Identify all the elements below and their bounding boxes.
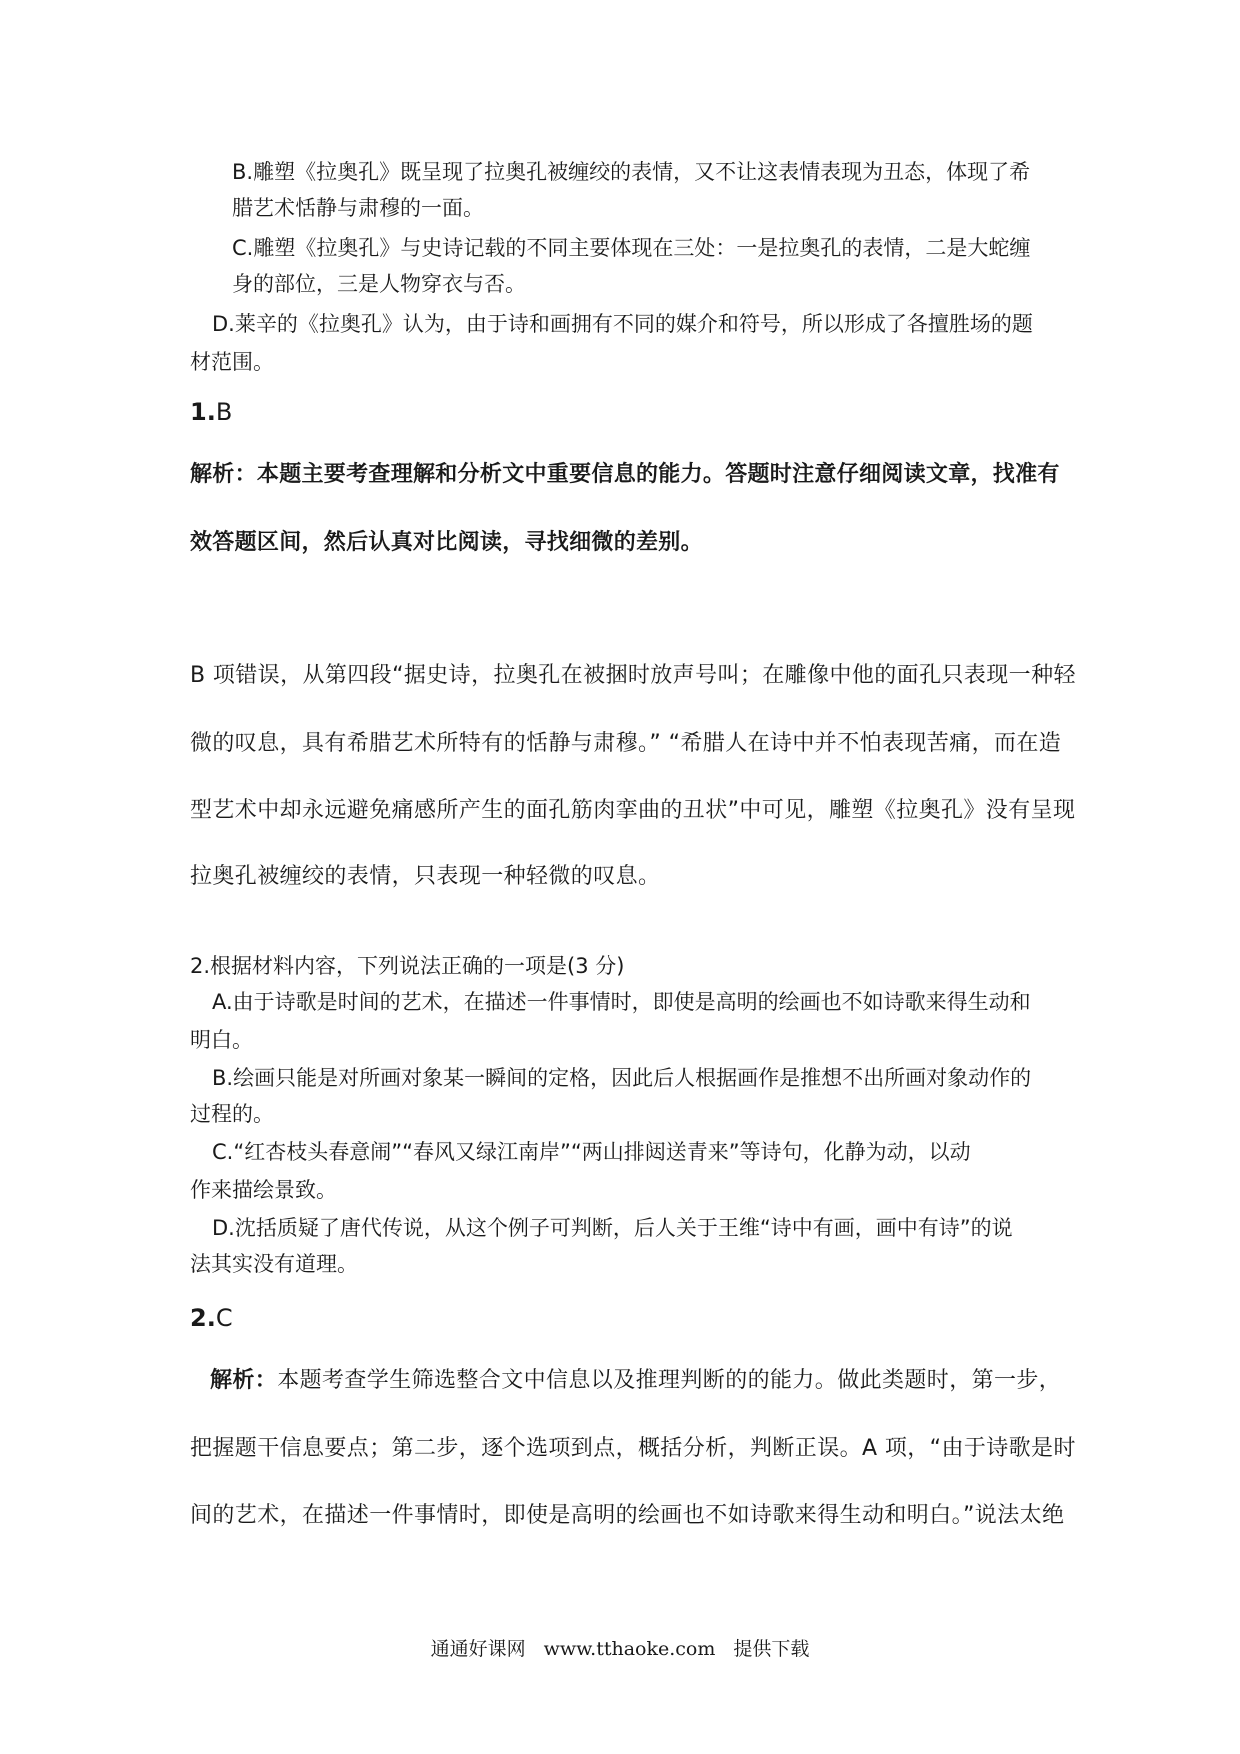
q2-option-c-line1: C.“红杏枝头春意闹”“春风又绿江南岸”“两山排闼送青来”等诗句，化静为动，以动: [212, 1140, 971, 1164]
analysis-2-line2: 把握题干信息要点；第二步，逐个选项到点，概括分析，判断正误。A 项，“由于诗歌是时: [190, 1436, 1076, 1461]
q1-option-b-line1: B.雕塑《拉奥孔》既呈现了拉奥孔被缠绞的表情，又不让这表情表现为丑态，体现了希: [232, 160, 1031, 184]
analysis-2-line1: [210, 1370, 1061, 1392]
footer-suffix: 提供下载: [733, 1638, 810, 1660]
question-2-stem: 2.根据材料内容，下列说法正确的一项是(3 分): [190, 954, 625, 978]
q2-option-c-line2: 作来描绘景致。: [190, 1178, 337, 1202]
q1-option-d-line2: 材范围。: [190, 350, 274, 374]
q1-option-c-line2: 身的部位，三是人物穿衣与否。: [232, 272, 526, 296]
explanation-1-line3: 型艺术中却永远避免痛感所产生的面孔筋肉挛曲的丑状”中可见，雕塑《拉奥孔》没有呈现: [190, 798, 1076, 823]
q2-option-d-line2: 法其实没有道理。: [190, 1252, 358, 1276]
footer-site-name: 通通好课网: [430, 1638, 526, 1660]
analysis-2-line1-text: 本题考查学生筛选整合文中信息以及推理判断的的能力。做此类题时，第一步，: [277, 1368, 1062, 1393]
explanation-1-line1: B 项错误，从第四段“据史诗，拉奥孔在被捆时放声号叫；在雕像中他的面孔只表现一种轻: [190, 663, 1076, 688]
explanation-1-line4: 拉奥孔被缠绞的表情，只表现一种轻微的叹息。: [190, 864, 661, 889]
answer-2-letter: C: [215, 1304, 233, 1332]
page-footer: [0, 1634, 1240, 1661]
q2-option-a-line2: 明白。: [190, 1028, 253, 1052]
analysis-1-line2: 效答题区间，然后认真对比阅读，寻找细微的差别。: [190, 530, 703, 555]
answer-1: [190, 400, 232, 424]
q1-option-b-line2: 腊艺术恬静与肃穆的一面。: [232, 196, 484, 220]
analysis-1-line1: 解析：本题主要考查理解和分析文中重要信息的能力。答题时注意仔细阅读文章，找准有: [190, 462, 1060, 487]
answer-2: [190, 1306, 233, 1330]
q1-option-c-line1: C.雕塑《拉奥孔》与史诗记载的不同主要体现在三处：一是拉奥孔的表情，二是大蛇缠: [232, 236, 1031, 260]
answer-2-number: 2.: [190, 1304, 216, 1332]
q2-option-b-line2: 过程的。: [190, 1102, 274, 1126]
analysis-2-label: 解析：: [210, 1368, 278, 1393]
q2-option-b-line1: B.绘画只能是对所画对象某一瞬间的定格，因此后人根据画作是推想不出所画对象动作的: [212, 1066, 1032, 1090]
q2-option-d-line1: D.沈括质疑了唐代传说，从这个例子可判断，后人关于王维“诗中有画，画中有诗”的说: [212, 1216, 1013, 1240]
answer-1-number: 1.: [190, 398, 216, 426]
answer-1-letter: B: [215, 398, 233, 426]
analysis-2-line3: 间的艺术，在描述一件事情时，即使是高明的绘画也不如诗歌来得生动和明白。”说法太绝: [190, 1503, 1065, 1528]
q1-option-d-line1: D.莱辛的《拉奥孔》认为，由于诗和画拥有不同的媒介和符号，所以形成了各擅胜场的题: [212, 312, 1033, 336]
q2-option-a-line1: A.由于诗歌是时间的艺术，在描述一件事情时，即使是高明的绘画也不如诗歌来得生动和: [212, 990, 1031, 1014]
explanation-1-line2: 微的叹息，具有希腊艺术所特有的恬静与肃穆。” “希腊人在诗中并不怕表现苦痛，而在造: [190, 731, 1062, 756]
footer-url: www.tthaoke.com: [543, 1638, 716, 1660]
